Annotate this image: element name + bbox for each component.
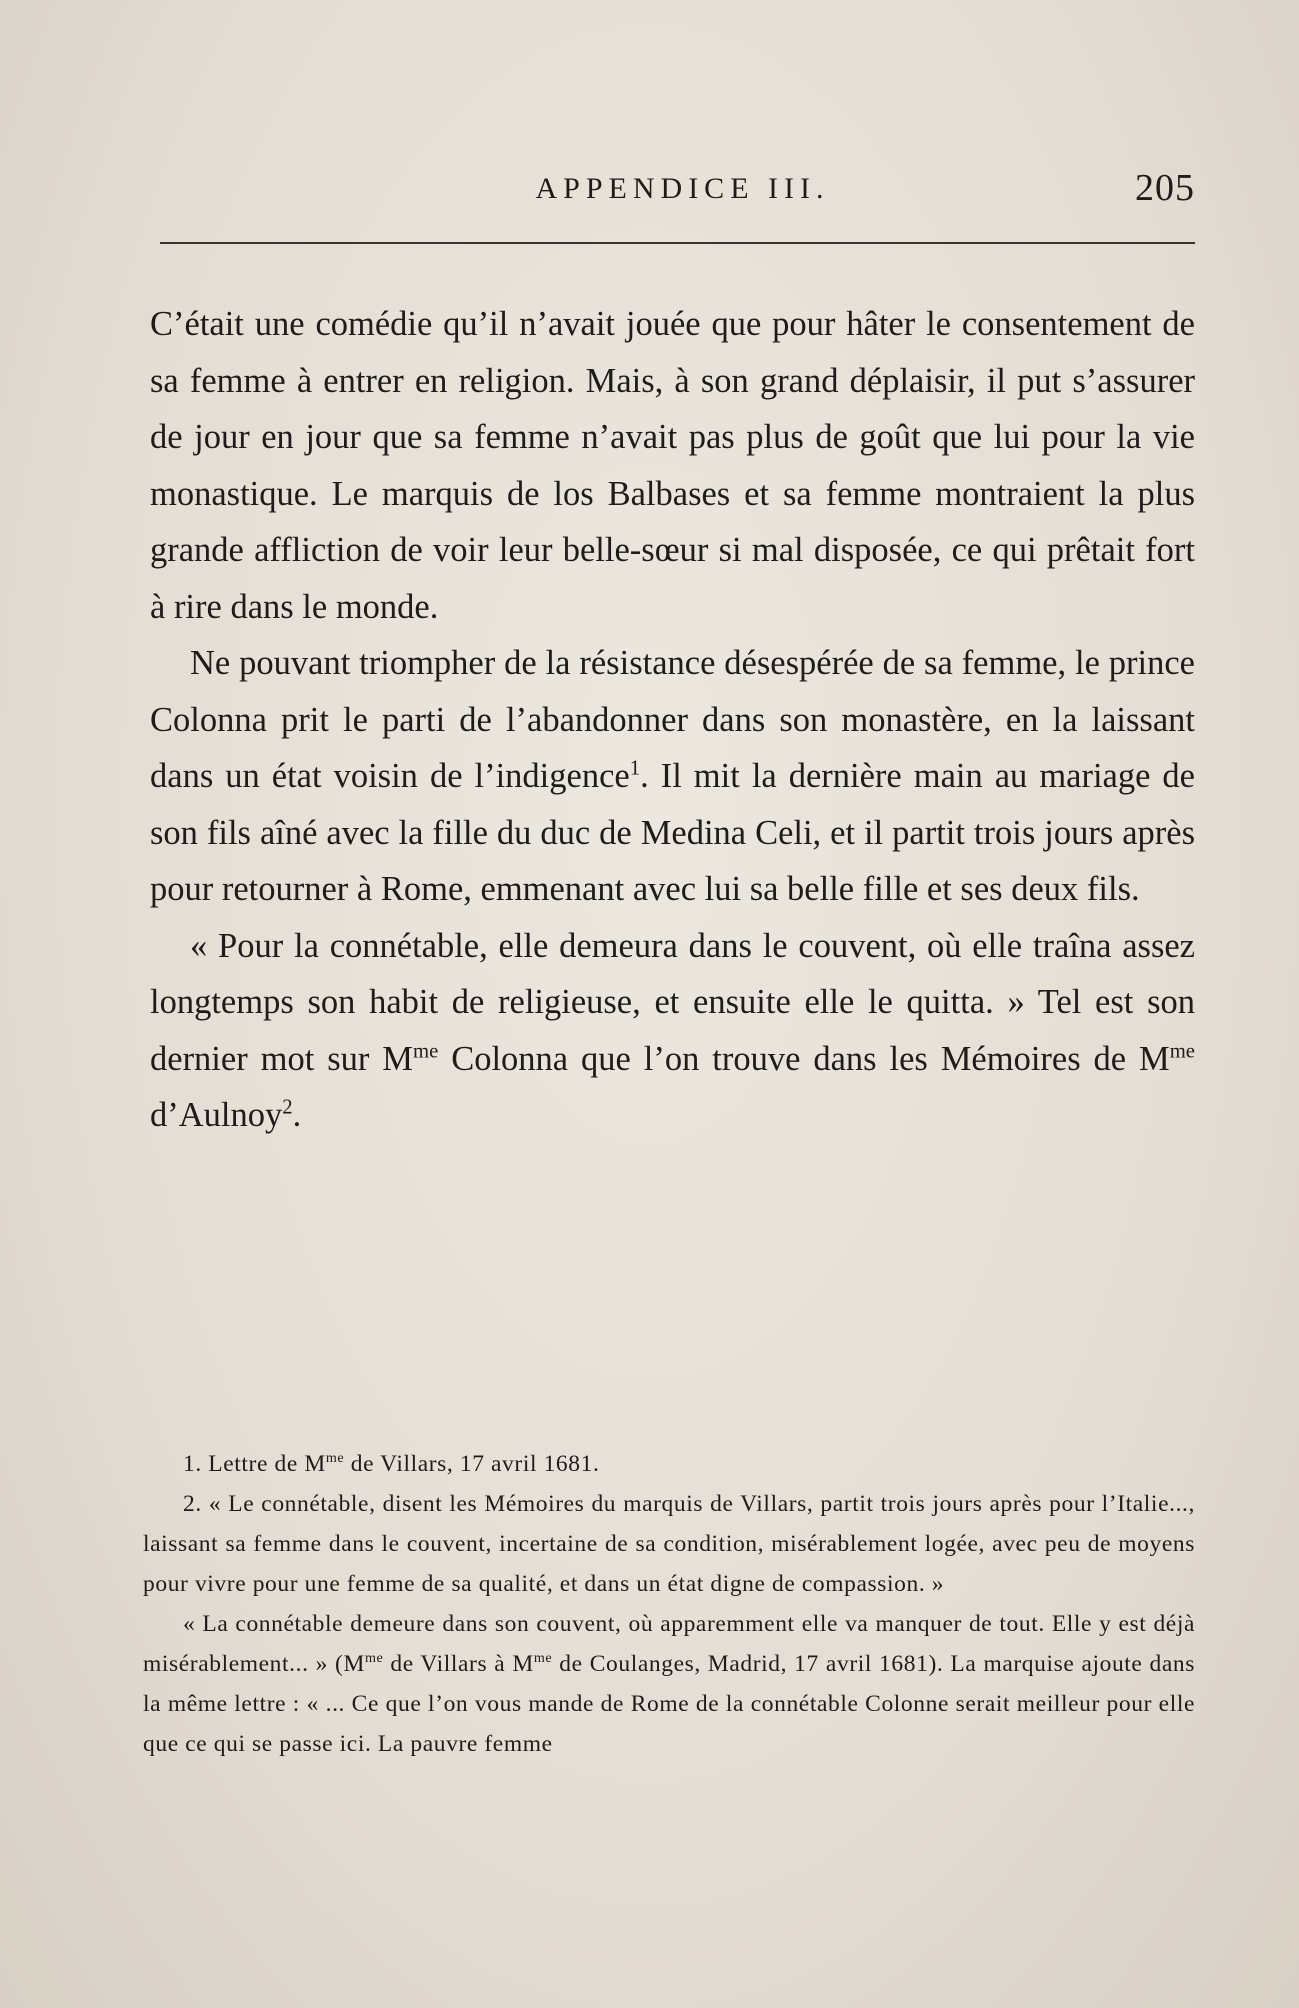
footnote-2b-abbrev-2: me bbox=[533, 1650, 553, 1667]
paragraph-2-text-a: Ne pouvant triompher de la résistance désespérée de sa femme, le prince Colonna prit le parti de l’abandonner dans son monastère, en la laissant dans un état voisin de l’indigence bbox=[150, 644, 1195, 795]
paragraph-2-text-b: . Il mit la dernière main au mariage de son fils aîné avec la fille du duc de Medina Celi, et il partit trois jours après pour retourner à Rome, emmenant avec lui sa belle fille et ses deux fils. bbox=[150, 757, 1195, 908]
footnote-1 bbox=[143, 1444, 1195, 1484]
footnote-2b-text-b: de Villars à M bbox=[383, 1651, 534, 1677]
header-rule bbox=[160, 242, 1195, 244]
paragraph-3-text-b: Colonna que l’on trouve dans les Mémoires de M bbox=[438, 1039, 1170, 1078]
footnote-ref-2: 2 bbox=[282, 1096, 293, 1119]
footnote-2: 2. « Le connétable, disent les Mémoires du marquis de Villars, partit trois jours après pour l’Italie..., laissant sa femme dans le couvent, incertaine de sa condition, misérablement logée, avec peu de moyens pour vivre pour une femme de sa qualité, et dans un état digne de compassion. » bbox=[143, 1491, 1195, 1597]
footnote-ref-1: 1 bbox=[629, 757, 641, 780]
footnote-2b-text-a: « La connétable demeure dans son couvent, où apparemment elle va manquer de tout. Elle y est déjà misérablement... » (M bbox=[143, 1611, 1195, 1677]
page-header bbox=[150, 167, 1195, 222]
paragraph-3-text-c: d’Aulnoy bbox=[150, 1096, 283, 1134]
footnote-1-text-a: 1. Lettre de M bbox=[183, 1451, 326, 1477]
paragraph-3-text-a: « Pour la connétable, elle demeura dans le couvent, où elle traîna assez longtemps son habit de religieuse, et ensuite elle le quitta. » Tel est son dernier mot sur M bbox=[150, 926, 1195, 1078]
abbrev-me-2: me bbox=[1169, 1040, 1195, 1062]
main-text bbox=[150, 296, 1195, 1144]
footnotes bbox=[143, 1444, 1195, 1764]
paragraph-1: C’était une comédie qu’il n’avait jouée que pour hâter le consentement de sa femme à entrer en religion. Mais, à son grand déplaisir, il put s’assurer de jour en jour que sa femme n’avait pas plus de goût que lui pour la vie monastique. Le marquis de los Balbases et sa femme montraient la plus grande affliction de voir leur belle-sœur si mal disposée, ce qui prêtait fort à rire dans le monde. bbox=[150, 305, 1195, 626]
paragraph-2 bbox=[150, 635, 1195, 918]
abbrev-me-1: me bbox=[412, 1040, 439, 1062]
footnote-2b-abbrev-1: me bbox=[364, 1650, 384, 1667]
page-number: 205 bbox=[1135, 167, 1195, 209]
footnote-1-text-b: de Villars, 17 avril 1681. bbox=[344, 1451, 600, 1477]
footnote-2-continued bbox=[143, 1604, 1195, 1764]
footnote-2b-text-c: de Coulanges, Madrid, 17 avril 1681). La marquise ajoute dans la même lettre : « ... Ce que l’on vous mande de Rome de la connétable Colonne serait meilleur pour elle que ce qui se passe ici. La pauvre femme bbox=[143, 1651, 1195, 1757]
footnote-1-abbrev: me bbox=[325, 1450, 345, 1467]
running-title: APPENDICE III. bbox=[535, 172, 830, 205]
paragraph-3-text-d: . bbox=[292, 1096, 302, 1134]
paragraph-3 bbox=[150, 918, 1195, 1144]
